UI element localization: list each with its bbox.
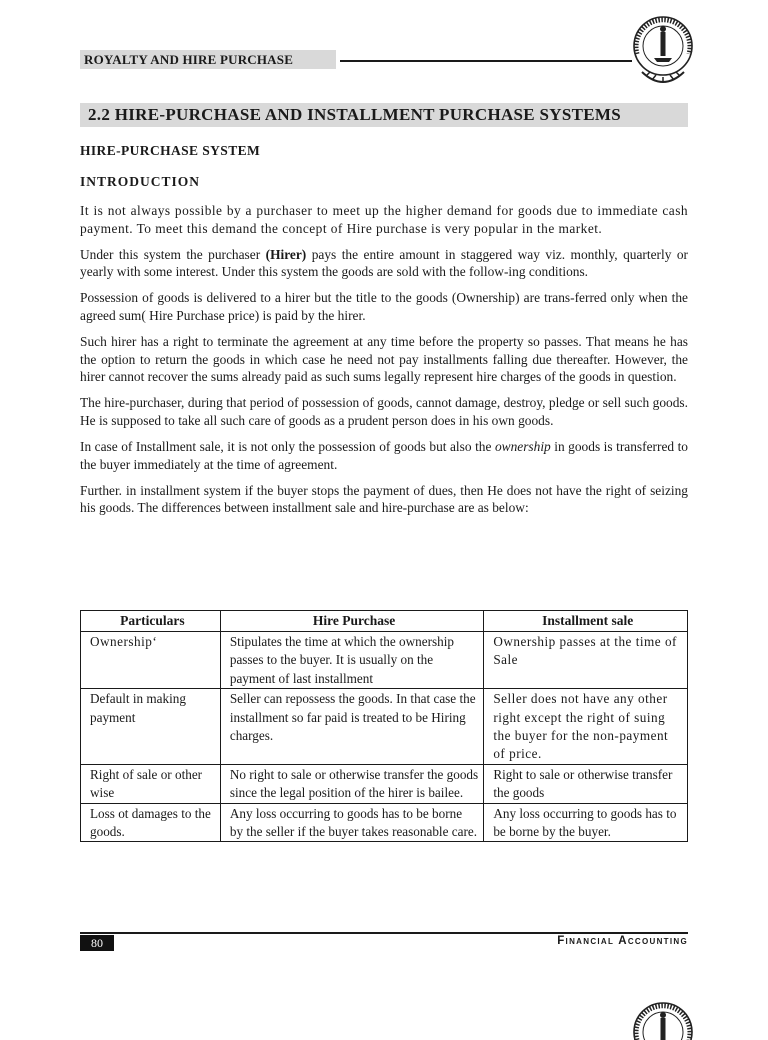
table-header-particulars: Particulars bbox=[81, 611, 221, 632]
table-cell: Any loss occurring to goods has to be borne by the buyer. bbox=[484, 803, 688, 842]
running-header: ROYALTY AND HIRE PURCHASE bbox=[80, 50, 336, 69]
paragraph-6-end: in goods is transferred to the buyer immediately at the time of agreement. bbox=[80, 439, 689, 472]
table-cell: Ownership passes at the time of Sale bbox=[484, 632, 688, 689]
table-cell: No right to sale or otherwise transfer the goods since the legal position of the hirer is bailee. bbox=[220, 764, 483, 803]
section-title: 2.2 HIRE-PURCHASE AND INSTALLMENT PURCHASE SYSTEMS bbox=[80, 103, 688, 127]
paragraph-4: Such hirer has a right to terminate the agreement at any time before the property so passes. That means he has the option to return the goods in which case he need not pay installments falling due thereafter. However, the hirer cannot recover the sums already paid as such sums legally represent hire charges of the goods in question. bbox=[80, 334, 688, 385]
table-cell: Right to sale or otherwise transfer the goods bbox=[484, 764, 688, 803]
subheading-hire-purchase-system: HIRE-PURCHASE SYSTEM bbox=[80, 143, 261, 158]
subheading-introduction: INTRODUCTION bbox=[80, 174, 201, 189]
table-cell: Seller can repossess the goods. In that case the installment so far paid is treated to be Hiring charges. bbox=[220, 689, 483, 765]
table-cell: Right of sale or other wise bbox=[81, 764, 221, 803]
table-cell: Seller does not have any other right except the right of suing the buyer for the non-payment of price. bbox=[484, 689, 688, 765]
table-header-hire-purchase: Hire Purchase bbox=[220, 611, 483, 632]
paragraph-2 bbox=[80, 246, 688, 281]
page-number: 80 bbox=[80, 935, 114, 951]
institute-seal-logo bbox=[632, 14, 694, 94]
table-header-installment-sale: Installment sale bbox=[484, 611, 688, 632]
paragraph-6-start: In case of Installment sale, it is not only the possession of goods but also the bbox=[80, 439, 495, 455]
body-text bbox=[80, 202, 688, 525]
table-row bbox=[81, 764, 688, 803]
table-row bbox=[81, 689, 688, 765]
header-rule bbox=[340, 60, 632, 62]
table-cell: Ownership‘ bbox=[81, 632, 221, 689]
paragraph-5: The hire-purchaser, during that period of possession of goods, cannot damage, destroy, pledge or sell such goods. He is supposed to take all such care of goods as a prudent person does in his own goods. bbox=[80, 395, 688, 428]
table-cell: Any loss occurring to goods has to be borne by the seller if the buyer takes reasonable care. bbox=[220, 803, 483, 842]
paragraph-6 bbox=[80, 438, 688, 473]
table-cell: Loss ot damages to the goods. bbox=[81, 803, 221, 842]
paragraph-2-bold: (Hirer) bbox=[265, 246, 307, 262]
paragraph-7: Further. in installment system if the buyer stops the payment of dues, then He does not have the right of seizing his goods. The differences between installment sale and hire-purchase are as below: bbox=[80, 482, 688, 516]
paragraph-2-start: Under this system the purchaser bbox=[80, 246, 266, 262]
paragraph-1: It is not always possible by a purchaser to meet up the higher demand for goods due to immediate cash payment. To meet this demand the concept of Hire purchase is very popular in the market. bbox=[80, 203, 688, 236]
table-header-row bbox=[81, 611, 688, 632]
paragraph-3: Possession of goods is delivered to a hirer but the title to the goods (Ownership) are trans-ferred only when the agreed sum( Hire Purchase price) is paid by the hirer. bbox=[80, 290, 688, 323]
table-row bbox=[81, 632, 688, 689]
footer-rule bbox=[80, 932, 688, 934]
paragraph-6-italic: ownership bbox=[494, 439, 551, 455]
table-row bbox=[81, 803, 688, 842]
institute-seal-logo-bottom bbox=[632, 1000, 694, 1040]
footer-title: Financial Accounting bbox=[557, 935, 688, 947]
comparison-table bbox=[80, 610, 688, 842]
table-cell: Default in making payment bbox=[81, 689, 221, 765]
paragraph-2-end: pays the entire amount in staggered way viz. monthly, quarterly or yearly with some interest. Under this system the goods are sold with the follow-ing conditions. bbox=[80, 246, 689, 280]
table-cell: Stipulates the time at which the ownership passes to the buyer. It is usually on the payment of last installment bbox=[220, 632, 483, 689]
